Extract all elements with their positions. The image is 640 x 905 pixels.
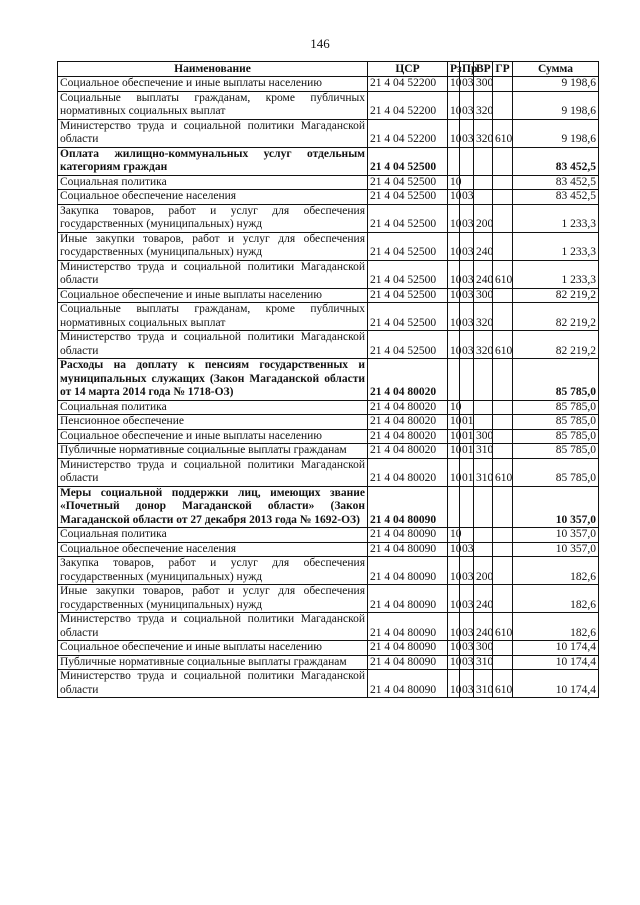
table-row (58, 288, 599, 303)
cell-name: Пенсионное обеспечение (58, 415, 368, 430)
cell-csr: 21 4 04 52500 (368, 232, 448, 260)
cell-sum: 9 198,6 (513, 119, 599, 147)
cell-gr (493, 486, 513, 528)
cell-name: Публичные нормативные социальные выплаты гражданам (58, 444, 368, 459)
cell-pr: 01 (460, 444, 474, 459)
table-row (58, 528, 599, 543)
table-row (58, 557, 599, 585)
table-row (58, 77, 599, 92)
table-row (58, 613, 599, 641)
cell-name: Министерство труда и социальной политики Магаданской области (58, 331, 368, 359)
cell-gr (493, 528, 513, 543)
table-row (58, 458, 599, 486)
cell-sum: 10 174,4 (513, 641, 599, 656)
cell-csr: 21 4 04 80090 (368, 670, 448, 698)
cell-pr: 03 (460, 77, 474, 92)
cell-sum: 1 233,3 (513, 232, 599, 260)
cell-gr (493, 91, 513, 119)
cell-pr (460, 359, 474, 401)
cell-name: Социальное обеспечение и иные выплаты населению (58, 641, 368, 656)
cell-gr (493, 359, 513, 401)
cell-rz: 10 (448, 542, 460, 557)
cell-gr: 610 (493, 670, 513, 698)
cell-name: Социальное обеспечение и иные выплаты населению (58, 429, 368, 444)
table-row (58, 641, 599, 656)
cell-csr: 21 4 04 52200 (368, 77, 448, 92)
table-row (58, 670, 599, 698)
cell-name: Оплата жилищно-коммунальных услуг отдельным категориям граждан (58, 147, 368, 175)
cell-sum: 85 785,0 (513, 444, 599, 459)
cell-vr: 300 (474, 288, 493, 303)
cell-sum: 1 233,3 (513, 260, 599, 288)
cell-csr: 21 4 04 52500 (368, 288, 448, 303)
cell-rz: 10 (448, 400, 460, 415)
cell-sum: 82 219,2 (513, 331, 599, 359)
cell-name: Социальная политика (58, 175, 368, 190)
cell-csr: 21 4 04 52500 (368, 331, 448, 359)
cell-sum: 85 785,0 (513, 359, 599, 401)
cell-sum: 1 233,3 (513, 204, 599, 232)
cell-name: Социальное обеспечение населения (58, 190, 368, 205)
cell-gr (493, 175, 513, 190)
cell-rz: 10 (448, 655, 460, 670)
cell-pr: 03 (460, 585, 474, 613)
cell-csr: 21 4 04 80090 (368, 528, 448, 543)
cell-gr: 610 (493, 331, 513, 359)
cell-vr: 310 (474, 458, 493, 486)
cell-rz: 10 (448, 119, 460, 147)
table-row (58, 331, 599, 359)
cell-gr (493, 288, 513, 303)
header-rz: Рз (448, 62, 460, 77)
cell-gr (493, 429, 513, 444)
cell-rz (448, 486, 460, 528)
cell-name: Публичные нормативные социальные выплаты гражданам (58, 655, 368, 670)
cell-gr: 610 (493, 260, 513, 288)
cell-vr (474, 415, 493, 430)
cell-gr (493, 303, 513, 331)
cell-vr: 240 (474, 260, 493, 288)
table-row (58, 444, 599, 459)
cell-vr (474, 147, 493, 175)
cell-csr: 21 4 04 52500 (368, 303, 448, 331)
cell-rz: 10 (448, 641, 460, 656)
cell-name: Министерство труда и социальной политики Магаданской области (58, 119, 368, 147)
cell-vr: 200 (474, 204, 493, 232)
cell-sum: 85 785,0 (513, 415, 599, 430)
cell-csr: 21 4 04 52500 (368, 260, 448, 288)
cell-csr: 21 4 04 80090 (368, 613, 448, 641)
cell-name: Закупка товаров, работ и услуг для обеспечения государственных (муниципальных) нужд (58, 557, 368, 585)
table-row (58, 190, 599, 205)
cell-name: Министерство труда и социальной политики Магаданской области (58, 458, 368, 486)
cell-pr: 03 (460, 119, 474, 147)
table-row (58, 359, 599, 401)
cell-csr: 21 4 04 80020 (368, 429, 448, 444)
cell-gr (493, 655, 513, 670)
table-row (58, 260, 599, 288)
cell-sum: 83 452,5 (513, 147, 599, 175)
cell-rz: 10 (448, 528, 460, 543)
cell-pr: 03 (460, 204, 474, 232)
cell-rz: 10 (448, 77, 460, 92)
cell-pr: 01 (460, 415, 474, 430)
cell-name: Иные закупки товаров, работ и услуг для обеспечения государственных (муниципальных) нужд (58, 585, 368, 613)
cell-sum: 182,6 (513, 585, 599, 613)
cell-sum: 83 452,5 (513, 190, 599, 205)
cell-vr (474, 359, 493, 401)
page-number: 146 (310, 36, 330, 51)
cell-sum: 10 357,0 (513, 542, 599, 557)
cell-sum: 82 219,2 (513, 303, 599, 331)
table-row (58, 585, 599, 613)
cell-name: Социальные выплаты гражданам, кроме публичных нормативных социальных выплат (58, 303, 368, 331)
cell-pr: 03 (460, 542, 474, 557)
cell-sum: 10 357,0 (513, 486, 599, 528)
cell-vr: 240 (474, 232, 493, 260)
cell-gr (493, 585, 513, 613)
cell-gr (493, 444, 513, 459)
cell-vr (474, 400, 493, 415)
cell-name: Министерство труда и социальной политики Магаданской области (58, 613, 368, 641)
cell-sum: 9 198,6 (513, 77, 599, 92)
cell-vr (474, 190, 493, 205)
header-gr: ГР (493, 62, 513, 77)
cell-gr (493, 147, 513, 175)
cell-csr: 21 4 04 80020 (368, 400, 448, 415)
cell-rz: 10 (448, 444, 460, 459)
cell-rz: 10 (448, 331, 460, 359)
cell-vr: 310 (474, 444, 493, 459)
cell-name: Министерство труда и социальной политики Магаданской области (58, 260, 368, 288)
cell-csr: 21 4 04 52500 (368, 147, 448, 175)
cell-rz: 10 (448, 175, 460, 190)
cell-vr (474, 542, 493, 557)
cell-sum: 85 785,0 (513, 458, 599, 486)
cell-name: Расходы на доплату к пенсиям государственных и муниципальных служащих (Закон Магаданской области от 14 марта 2014 года № 1718-ОЗ) (58, 359, 368, 401)
cell-rz: 10 (448, 260, 460, 288)
cell-pr: 03 (460, 613, 474, 641)
cell-name: Социальная политика (58, 528, 368, 543)
cell-sum: 182,6 (513, 613, 599, 641)
cell-name: Закупка товаров, работ и услуг для обеспечения государственных (муниципальных) нужд (58, 204, 368, 232)
cell-csr: 21 4 04 80090 (368, 655, 448, 670)
cell-pr (460, 486, 474, 528)
budget-table (57, 61, 599, 698)
cell-name: Социальные выплаты гражданам, кроме публичных нормативных социальных выплат (58, 91, 368, 119)
cell-pr: 03 (460, 641, 474, 656)
cell-csr: 21 4 04 80020 (368, 415, 448, 430)
cell-name: Социальная политика (58, 400, 368, 415)
cell-vr: 320 (474, 303, 493, 331)
cell-vr: 200 (474, 557, 493, 585)
cell-gr (493, 557, 513, 585)
table-row (58, 175, 599, 190)
cell-sum: 83 452,5 (513, 175, 599, 190)
cell-gr (493, 641, 513, 656)
cell-rz: 10 (448, 288, 460, 303)
cell-rz (448, 359, 460, 401)
cell-rz: 10 (448, 670, 460, 698)
cell-sum: 182,6 (513, 557, 599, 585)
cell-vr: 320 (474, 91, 493, 119)
cell-vr (474, 486, 493, 528)
cell-sum: 85 785,0 (513, 429, 599, 444)
cell-vr: 310 (474, 670, 493, 698)
cell-gr: 610 (493, 119, 513, 147)
cell-vr: 300 (474, 429, 493, 444)
cell-rz: 10 (448, 429, 460, 444)
cell-gr (493, 400, 513, 415)
table-row (58, 655, 599, 670)
cell-csr: 21 4 04 80090 (368, 585, 448, 613)
table-row (58, 542, 599, 557)
cell-gr (493, 77, 513, 92)
cell-name: Социальное обеспечение и иные выплаты населению (58, 77, 368, 92)
cell-gr (493, 232, 513, 260)
cell-rz: 10 (448, 204, 460, 232)
cell-gr (493, 204, 513, 232)
cell-rz: 10 (448, 557, 460, 585)
cell-gr (493, 542, 513, 557)
table-row (58, 204, 599, 232)
table-row (58, 119, 599, 147)
cell-rz: 10 (448, 232, 460, 260)
cell-vr: 240 (474, 613, 493, 641)
cell-pr: 03 (460, 670, 474, 698)
cell-rz: 10 (448, 303, 460, 331)
cell-pr: 03 (460, 190, 474, 205)
cell-pr: 03 (460, 303, 474, 331)
cell-csr: 21 4 04 52500 (368, 175, 448, 190)
cell-pr: 01 (460, 429, 474, 444)
cell-pr: 03 (460, 655, 474, 670)
cell-rz: 10 (448, 190, 460, 205)
cell-pr: 03 (460, 557, 474, 585)
cell-vr: 300 (474, 77, 493, 92)
table-row (58, 303, 599, 331)
cell-csr: 21 4 04 80090 (368, 557, 448, 585)
cell-rz: 10 (448, 458, 460, 486)
cell-pr (460, 147, 474, 175)
table-row (58, 91, 599, 119)
cell-vr: 240 (474, 585, 493, 613)
header-csr: ЦСР (368, 62, 448, 77)
cell-vr: 310 (474, 655, 493, 670)
cell-csr: 21 4 04 52200 (368, 91, 448, 119)
table-row (58, 415, 599, 430)
table-body (58, 77, 599, 698)
cell-csr: 21 4 04 80020 (368, 359, 448, 401)
cell-sum: 10 174,4 (513, 670, 599, 698)
header-pr: Пр (460, 62, 474, 77)
header-vr: ВР (474, 62, 493, 77)
cell-csr: 21 4 04 52500 (368, 190, 448, 205)
cell-sum: 9 198,6 (513, 91, 599, 119)
cell-pr: 03 (460, 260, 474, 288)
cell-name: Социальное обеспечение населения (58, 542, 368, 557)
cell-csr: 21 4 04 52500 (368, 204, 448, 232)
cell-vr (474, 528, 493, 543)
cell-sum: 82 219,2 (513, 288, 599, 303)
table-header-row (58, 62, 599, 77)
cell-pr: 03 (460, 91, 474, 119)
cell-csr: 21 4 04 52200 (368, 119, 448, 147)
cell-rz: 10 (448, 415, 460, 430)
table-row (58, 486, 599, 528)
cell-csr: 21 4 04 80090 (368, 542, 448, 557)
cell-pr: 03 (460, 331, 474, 359)
cell-pr: 01 (460, 458, 474, 486)
cell-rz (448, 147, 460, 175)
cell-gr (493, 415, 513, 430)
cell-sum: 10 174,4 (513, 655, 599, 670)
table-row (58, 400, 599, 415)
cell-sum: 10 357,0 (513, 528, 599, 543)
cell-rz: 10 (448, 91, 460, 119)
cell-gr: 610 (493, 613, 513, 641)
cell-csr: 21 4 04 80090 (368, 486, 448, 528)
table-row (58, 232, 599, 260)
cell-rz: 10 (448, 585, 460, 613)
cell-gr: 610 (493, 458, 513, 486)
header-name: Наименование (58, 62, 368, 77)
cell-pr: 03 (460, 288, 474, 303)
cell-name: Социальное обеспечение и иные выплаты населению (58, 288, 368, 303)
cell-csr: 21 4 04 80020 (368, 458, 448, 486)
table-row (58, 429, 599, 444)
table-row (58, 147, 599, 175)
cell-rz: 10 (448, 613, 460, 641)
cell-vr (474, 175, 493, 190)
cell-vr: 300 (474, 641, 493, 656)
cell-pr: 03 (460, 232, 474, 260)
cell-csr: 21 4 04 80090 (368, 641, 448, 656)
cell-csr: 21 4 04 80020 (368, 444, 448, 459)
cell-vr: 320 (474, 331, 493, 359)
cell-gr (493, 190, 513, 205)
cell-name: Министерство труда и социальной политики Магаданской области (58, 670, 368, 698)
cell-sum: 85 785,0 (513, 400, 599, 415)
header-sum: Сумма (513, 62, 599, 77)
cell-name: Меры социальной поддержки лиц, имеющих звание «Почетный донор Магаданской области» (Закон Магаданской области от 27 декабря 2013 года № 1692-ОЗ) (58, 486, 368, 528)
cell-name: Иные закупки товаров, работ и услуг для обеспечения государственных (муниципальных) нужд (58, 232, 368, 260)
cell-vr: 320 (474, 119, 493, 147)
